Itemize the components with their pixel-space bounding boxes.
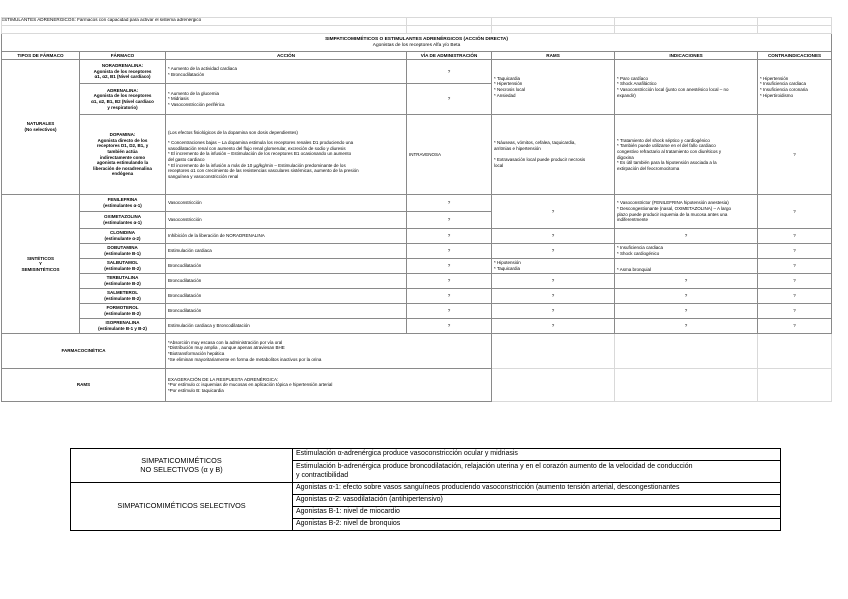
drug-name: SALBUTAMOL (estimulante B-2) [80,259,166,274]
farmacocinetica-text: *Absorción muy escasa con la administración por vía oral *Distribución muy amplia , aunque apenas atraviesan BHE *Biotransformación hepática *Se eliminan mayoritariamente en forma de metabolitos inactivos por la orina [166,334,492,369]
table-title [2,34,832,52]
rams-fenilefrina-oximetazolina: ? [492,195,615,229]
indicaciones-dopamina: * Tratamiento del shock séptico y cardiogénico * También puede utilizarse en el del fallo cardiaco congestivo refractario al tratamiento con diuréticos y digoxina * Es útil también para la hipotensión asociada a la extirpación del feocromocitoma [615,115,758,195]
drug-indicaciones: ? [615,319,758,334]
subtitle-text: Agonistas de los receptores Alfa y/o Beta [372,43,461,48]
summary-item: Agonistas α-1: efecto sobre vasos sanguíneos produciendo vasoconstricción (aumento tensión arterial, descongestionantes [293,483,781,495]
drug-name: OXIMETAZOLINA (estimulantes α-1) [80,212,166,229]
header-indicaciones: INDICACIONES [615,52,758,60]
dopamina-line: * El incremento de la infusión a más de 10 µg/kg/min – Estimulación predominante de los [168,162,346,168]
dopamina-line: sanguínea y vasoconstricción renal [168,173,239,179]
drug-contra: ? [758,304,832,319]
summary-item: Estimulación b-adrenérgica produce broncodilatación, relajación uterina y en el corazón aumento de la velocidad de conducción y contractibilidad [293,461,781,483]
contra-dopamina: ? [758,115,832,195]
drug-contra: ? [758,229,832,244]
drug-indicaciones: ? [615,229,758,244]
dopamina-line: receptores α1 con crecimiento de las resistencias vasculares sistémicas, aumento de la presión [168,168,359,174]
drug-name: FENILEFRINA (estimulantes α-1) [80,195,166,212]
header-contra: CONTRAINDICACIONES [758,52,832,60]
drug-via: ? [407,212,492,229]
header-tipos: TIPOS DE FÁRMACO [2,52,80,60]
accion-noradrenalina: * Aumento de la actividad cardiaca * Broncodilatación [166,60,407,84]
drug-accion: Vasoconstricción [166,195,407,212]
tipo-sinteticos: SINTÉTICOS Y SEMISINTÉTICOS [2,195,80,334]
drug-name: FORMOTEROL (estimulante B-2) [80,304,166,319]
drug-accion: Broncodilatación [166,304,407,319]
via-noradrenalina: ? [407,60,492,84]
drug-via: ? [407,304,492,319]
drug-name: CLONIDINA (estimulante α-2) [80,229,166,244]
header-rams: RAMS [492,52,615,60]
drug-accion: Broncodilatación [166,259,407,274]
dopamina-intro: (Los efectos fisiológicos de la dopamina son dosis dependientes) [168,129,298,135]
dopamina-line: * El incremento de la infusión – Estimulación de los receptores B1 ocasionando un aumento [168,151,352,157]
summary-item: Agonistas α-2: vasodilatación (antihipertensivo) [293,495,781,507]
drug-rams: ? [492,244,615,259]
summary-table [70,448,781,531]
summary-item: Estimulación α-adrenérgica produce vasoconstricción ocular y midriasis [293,449,781,461]
drug-contra: ? [758,289,832,304]
accion-adrenalina: * Aumento de la glucemia * Midriasis * Vasoconstricción periférica [166,84,407,115]
title-text: SIMPATICOMIMÉTICOS O ESTIMULANTES ADRENÉRGICOS (ACCIÓN DIRECTA) [325,37,508,43]
dopamina-line: del gasto cardiaco [168,157,205,162]
indicaciones-catecolaminas: * Paro cardíaco * Shock Anafiláctico * Vasoconstricción local (junto con anestésico local – no expandir) [615,60,758,115]
drug-accion: Estimulación cardiaca [166,244,407,259]
drug-name: ISOPRENALINA (estimulante B-1 y B-2) [80,319,166,334]
drug-adrenalina: ADRENALINA: Agonista de los receptores α1, α2, B1, B2 (Nivel cardíaco y respiratorio) [80,84,166,115]
drug-rams: * Hipotensión * Taquicardia [492,259,615,274]
drug-name: DOBUTAMINA (estimulante B-1) [80,244,166,259]
drug-indicaciones: * Insuficiencia cardiaca * Shock cardiogénico [615,244,758,259]
no-selectivos-label: SIMPATICOMIMÉTICOS NO SELECTIVOS (α y B) [71,449,293,483]
drug-via: ? [407,274,492,289]
drug-rams: ? [492,274,615,289]
rams-dopamina: * Náuseas, vómitos, cefalea, taquicardia, arritmias e hipertensión * Extravasación local puede producir necrosis local [492,115,615,195]
rams-label: RAMS [2,369,166,402]
drug-via: ? [407,229,492,244]
drug-name: TERBUTALINA (estimulante B-2) [80,274,166,289]
drug-name: SALMETEROL (estimulante B-2) [80,289,166,304]
rams-text: EXAGERACIÓN DE LA RESPUESTA ADRENÉRGICA: *Por estímulo α: isquemias de mucosas en aplicación tópica e hipertensión arterial *Por estímulo B: taquicardia [166,369,492,402]
drug-noradrenalina: NORADRENALINA: Agonista de los receptores α1, α2, B1 (Nivel cardíaco) [80,60,166,84]
drug-contra: ? [758,274,832,289]
rams-catecolaminas: * Taquicardia * Hipertensión * Necrosis local * Ansiedad [492,60,615,115]
drug-rams: ? [492,289,615,304]
drug-accion: Vasoconstricción [166,212,407,229]
drug-accion: Broncodilatación [166,289,407,304]
drug-contra: ? [758,319,832,334]
dopamina-line: vasodilatación renal con aumento del flujo renal glomerular, excreción de sodio y diuresis [168,145,346,151]
drug-via: ? [407,244,492,259]
page-heading: ESTIMULANTES ADRENÉRGICOS: Fármacos con capacidad para activar el sistema adrenérgico [1,17,202,22]
drug-via: ? [407,319,492,334]
drug-table [1,17,832,402]
header-row [2,52,832,60]
header-via: VÍA DE ADMINISTRACIÓN [407,52,492,60]
drug-dopamina: DOPAMINA: Agonista directo de los receptores D1, D2, B1, y también actúa indirectamente como agonista estimulando la liberación de noradrenalina endógena [80,115,166,195]
drug-via: ? [407,195,492,212]
drug-rams: ? [492,304,615,319]
drug-indicaciones: ? [615,289,758,304]
dopamina-line: * Concentraciones bajas – La dopamina estimula los receptores renales D1 produciendo una [168,140,354,146]
indicaciones-fenilefrina-oximetazolina: * Vasoconstrictor (FENILEFRINA hipotensión anestesia) * Descongestionante (nasal, OXIMETAZOLINA) – A largo plazo puede producir isquemia de la mucosa antes una indiferentmente [615,195,758,229]
header-farmaco: FÁRMACO [80,52,166,60]
drug-accion: Broncodilatación [166,274,407,289]
summary-item: Agonistas B-2: nivel de bronquios [293,519,781,531]
drug-contra: ? [758,259,832,274]
drug-rams: ? [492,229,615,244]
drug-accion: Estimulación cardiaca y Broncodilatación [166,319,407,334]
drug-accion: Inhibición de la liberación de NORADRENALINA [166,229,407,244]
drug-indicaciones: * Asma bronquial [615,259,758,274]
drug-contra: ? [758,244,832,259]
summary-item: Agonistas B-1: nivel de miocardio [293,507,781,519]
contra-catecolaminas: * Hipertensión * Insuficiencia cardiaca * Insuficiencia coronaria * Hipertiroidismo [758,60,832,115]
header-accion: ACCIÓN [166,52,407,60]
via-dopamina: INTRAVENOSA [407,115,492,195]
selectivos-label: SIMPATICOMIMÉTICOS SELECTIVOS [71,483,293,531]
drug-indicaciones: ? [615,274,758,289]
drug-rams: ? [492,319,615,334]
accion-dopamina [166,115,407,195]
contra-fenilefrina-oximetazolina: ? [758,195,832,229]
drug-via: ? [407,289,492,304]
tipo-naturales: NATURALES (No selectivos) [2,60,80,195]
drug-indicaciones: ? [615,304,758,319]
via-adrenalina: ? [407,84,492,115]
farmacocinetica-label: FARMACOCINÉTICA [2,334,166,369]
drug-via: ? [407,259,492,274]
